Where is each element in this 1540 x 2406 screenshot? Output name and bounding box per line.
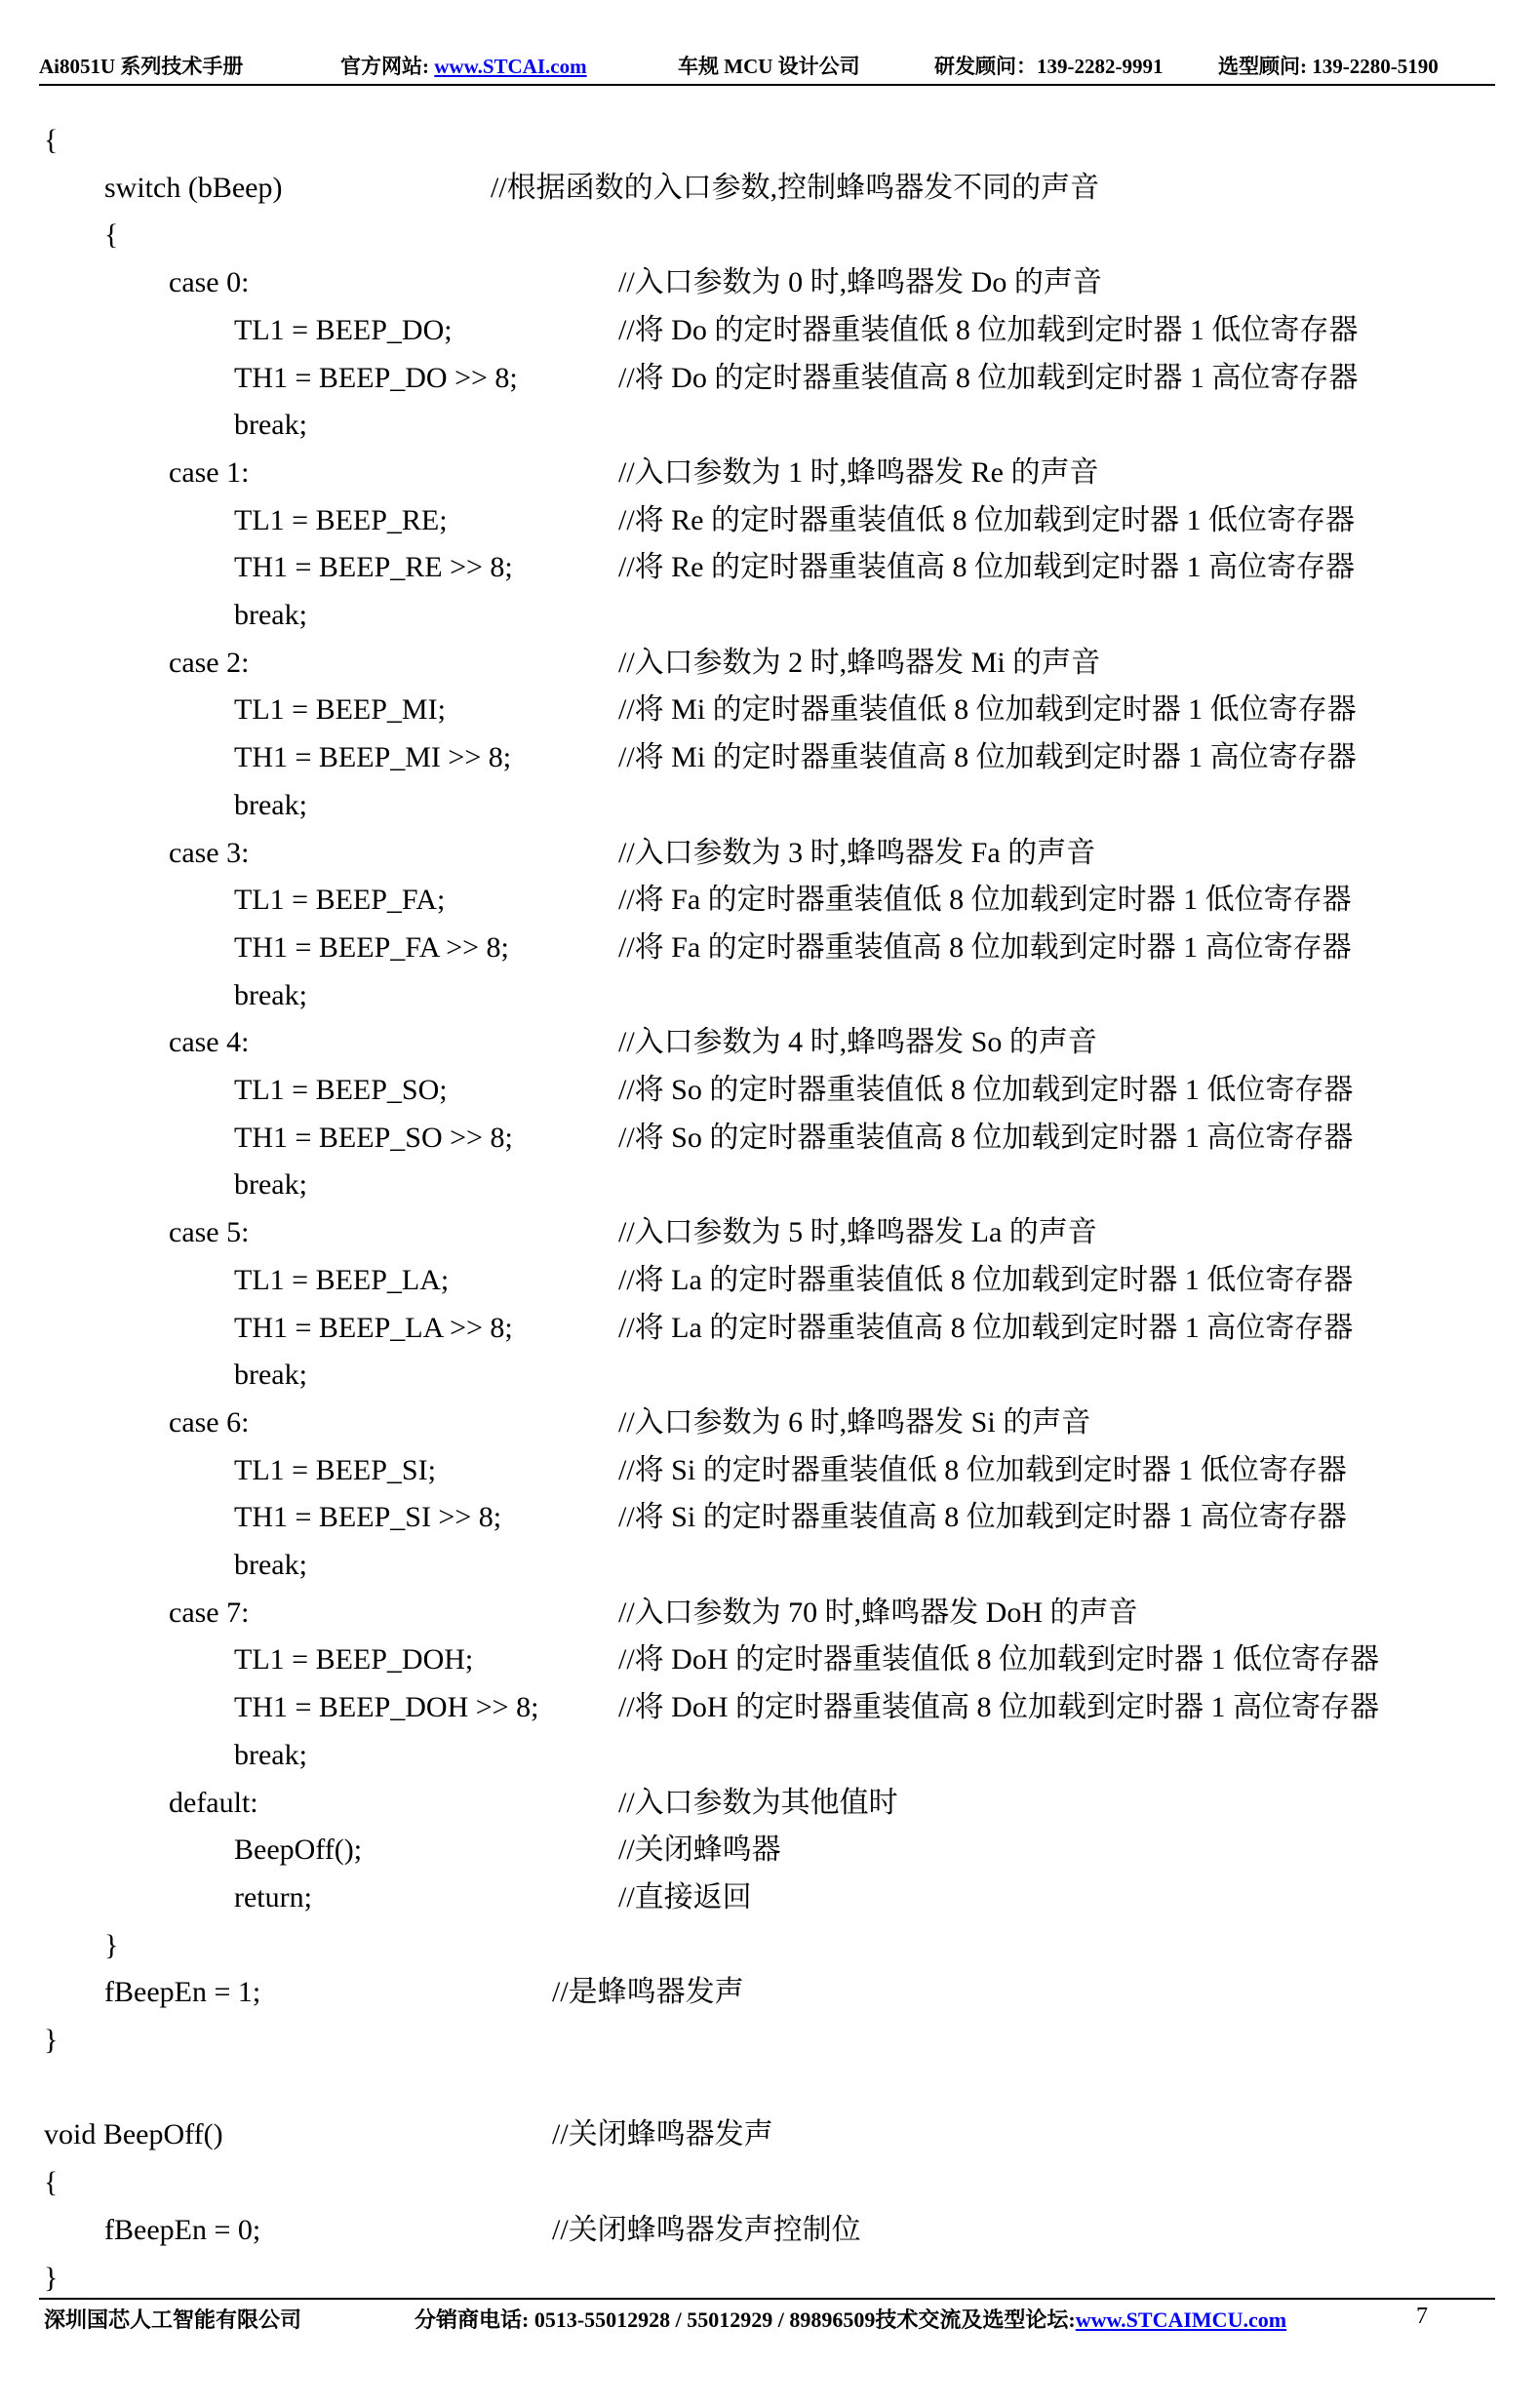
code-line	[0, 1018, 1540, 1066]
code-text: break;	[234, 1549, 307, 1581]
code-line	[0, 1968, 1540, 2016]
code-text: TH1 = BEEP_RE >> 8;	[234, 551, 513, 584]
code-comment: //入口参数为 1 时,蜂鸣器发 Re 的声音	[618, 455, 1099, 489]
code-text: break;	[234, 1168, 307, 1202]
code-line	[0, 116, 1540, 164]
code-comment: //将 Do 的定时器重装值高 8 位加载到定时器 1 高位寄存器	[618, 361, 1359, 394]
code-comment: //直接返回	[618, 1880, 752, 1913]
code-line	[0, 876, 1540, 924]
code-line	[0, 781, 1540, 829]
code-comment: //将 So 的定时器重装值低 8 位加载到定时器 1 低位寄存器	[618, 1074, 1354, 1106]
footer-company: 深圳国芯人工智能有限公司	[44, 2307, 302, 2332]
code-comment: //将 DoH 的定时器重装值高 8 位加载到定时器 1 高位寄存器	[618, 1691, 1379, 1724]
code-comment: //将 Fa 的定时器重装值低 8 位加载到定时器 1 低位寄存器	[618, 884, 1352, 917]
code-text: case 2:	[169, 646, 250, 679]
code-line	[0, 924, 1540, 971]
code-line	[0, 591, 1540, 639]
code-line	[0, 258, 1540, 306]
code-line	[0, 2016, 1540, 2064]
code-line	[0, 2158, 1540, 2206]
footer-contact-text: 分销商电话: 0513-55012928 / 55012929 / 89896509技术交流及选型论坛:	[415, 2307, 1076, 2332]
code-text: TH1 = BEEP_DO >> 8;	[234, 361, 518, 394]
code-line	[0, 639, 1540, 687]
code-text: TL1 = BEEP_SI;	[234, 1453, 436, 1486]
code-text: TH1 = BEEP_LA >> 8;	[234, 1311, 513, 1344]
code-text: TH1 = BEEP_MI >> 8;	[234, 741, 512, 774]
code-text: TH1 = BEEP_SO >> 8;	[234, 1121, 513, 1154]
code-text: {	[104, 218, 119, 252]
code-text: fBeepEn = 0;	[104, 2213, 261, 2246]
page-footer	[0, 2304, 1540, 2339]
code-comment: //将 Re 的定时器重装值高 8 位加载到定时器 1 高位寄存器	[618, 551, 1355, 584]
code-text: TL1 = BEEP_FA;	[234, 884, 446, 917]
code-comment: //入口参数为 5 时,蜂鸣器发 La 的声音	[618, 1216, 1097, 1249]
rd-consultant-phone: 研发顾问：139-2282-9991	[934, 55, 1164, 78]
code-comment: //入口参数为 2 时,蜂鸣器发 Mi 的声音	[618, 646, 1101, 679]
code-text: break;	[234, 1738, 307, 1771]
code-line	[0, 401, 1540, 449]
code-text: TL1 = BEEP_LA;	[234, 1263, 450, 1296]
code-comment: //入口参数为 0 时,蜂鸣器发 Do 的声音	[618, 266, 1102, 299]
code-line	[0, 1731, 1540, 1779]
code-line	[0, 1446, 1540, 1494]
code-comment: //入口参数为 3 时,蜂鸣器发 Fa 的声音	[618, 836, 1096, 869]
code-text: TH1 = BEEP_SI >> 8;	[234, 1501, 502, 1534]
forum-link[interactable]: www.STCAIMCU.com	[1075, 2307, 1287, 2332]
code-comment: //关闭蜂鸣器	[618, 1834, 781, 1867]
code-comment: //将 Si 的定时器重装值低 8 位加载到定时器 1 低位寄存器	[618, 1453, 1347, 1486]
code-comment: //将 Mi 的定时器重装值高 8 位加载到定时器 1 高位寄存器	[618, 741, 1357, 774]
code-line	[0, 543, 1540, 591]
code-text: break;	[234, 599, 307, 631]
code-text: default:	[169, 1786, 258, 1819]
code-comment: //将 Si 的定时器重装值高 8 位加载到定时器 1 高位寄存器	[618, 1501, 1347, 1534]
code-line	[0, 1826, 1540, 1874]
code-line	[0, 2110, 1540, 2158]
code-line	[0, 1921, 1540, 1969]
code-line	[0, 164, 1540, 212]
code-comment: //将 La 的定时器重装值低 8 位加载到定时器 1 低位寄存器	[618, 1263, 1354, 1296]
code-comment: //将 DoH 的定时器重装值低 8 位加载到定时器 1 低位寄存器	[618, 1643, 1379, 1676]
code-line	[0, 211, 1540, 258]
code-comment: //入口参数为 70 时,蜂鸣器发 DoH 的声音	[618, 1596, 1138, 1629]
code-line	[0, 1351, 1540, 1399]
code-line	[0, 306, 1540, 354]
code-text: BeepOff();	[234, 1834, 363, 1867]
code-text: }	[44, 2261, 59, 2294]
code-text: case 5:	[169, 1216, 250, 1249]
code-text: case 6:	[169, 1405, 250, 1439]
code-line	[0, 1589, 1540, 1637]
code-text: break;	[234, 788, 307, 821]
code-line	[0, 354, 1540, 402]
code-text: TH1 = BEEP_FA >> 8;	[234, 930, 509, 964]
official-site-label: 官方网站:	[340, 55, 435, 78]
code-text: case 1:	[169, 455, 250, 489]
footer-contact	[415, 2304, 1286, 2334]
code-line	[0, 449, 1540, 496]
code-comment: //入口参数为 6 时,蜂鸣器发 Si 的声音	[618, 1405, 1091, 1439]
code-line	[0, 1779, 1540, 1827]
company-slogan: 车规 MCU 设计公司	[678, 55, 860, 78]
code-line	[0, 829, 1540, 877]
code-comment: //是蜂鸣器发声	[552, 1976, 744, 2009]
code-text: TH1 = BEEP_DOH >> 8;	[234, 1691, 539, 1724]
code-comment: //关闭蜂鸣器发声控制位	[552, 2213, 861, 2246]
code-comment: //根据函数的入口参数,控制蜂鸣器发不同的声音	[491, 171, 1100, 204]
code-text: case 7:	[169, 1596, 250, 1629]
code-comment: //将 Do 的定时器重装值低 8 位加载到定时器 1 低位寄存器	[618, 313, 1359, 346]
code-text: case 4:	[169, 1026, 250, 1059]
code-comment: //将 So 的定时器重装值高 8 位加载到定时器 1 高位寄存器	[618, 1121, 1354, 1154]
code-line	[0, 1066, 1540, 1114]
selection-consultant-phone: 选型顾问: 139-2280-5190	[1218, 55, 1439, 78]
code-comment: //将 La 的定时器重装值高 8 位加载到定时器 1 高位寄存器	[618, 1311, 1354, 1344]
code-line	[0, 1161, 1540, 1208]
code-line	[0, 1636, 1540, 1683]
code-comment: //将 Re 的定时器重装值低 8 位加载到定时器 1 低位寄存器	[618, 503, 1355, 536]
code-line	[0, 1874, 1540, 1921]
code-line	[0, 1493, 1540, 1541]
code-line	[0, 1683, 1540, 1731]
code-text: case 3:	[169, 836, 250, 869]
code-text: TL1 = BEEP_RE;	[234, 503, 448, 536]
code-line	[0, 1208, 1540, 1256]
code-text: }	[104, 1928, 119, 1961]
code-text: case 0:	[169, 266, 250, 299]
page-number: 7	[1416, 2304, 1428, 2329]
code-text: void BeepOff()	[44, 2118, 223, 2151]
code-line	[0, 2206, 1540, 2254]
code-comment: //将 Fa 的定时器重装值高 8 位加载到定时器 1 高位寄存器	[618, 930, 1352, 964]
code-line	[0, 971, 1540, 1019]
code-text: {	[44, 2166, 59, 2199]
code-text: TL1 = BEEP_DOH;	[234, 1643, 474, 1676]
code-text: TL1 = BEEP_MI;	[234, 693, 446, 727]
code-text: }	[44, 2024, 59, 2056]
code-text: break;	[234, 1359, 307, 1392]
code-line	[0, 733, 1540, 781]
footer-divider	[39, 2298, 1495, 2300]
code-line	[0, 1256, 1540, 1304]
code-comment: //将 Mi 的定时器重装值低 8 位加载到定时器 1 低位寄存器	[618, 693, 1357, 727]
code-line	[0, 1304, 1540, 1352]
code-line	[0, 1541, 1540, 1589]
code-text: switch (bBeep)	[104, 171, 283, 204]
code-line	[0, 686, 1540, 733]
code-line	[0, 2064, 1540, 2111]
manual-title: Ai8051U 系列技术手册	[39, 55, 244, 78]
code-text: TL1 = BEEP_DO;	[234, 313, 453, 346]
code-comment: //关闭蜂鸣器发声	[552, 2118, 773, 2151]
code-line	[0, 2254, 1540, 2302]
code-line	[0, 1114, 1540, 1162]
official-site-link[interactable]: www.STCAI.com	[434, 55, 587, 78]
code-text: fBeepEn = 1;	[104, 1976, 261, 2009]
code-text: break;	[234, 409, 307, 442]
code-text: {	[44, 124, 59, 156]
code-text: TL1 = BEEP_SO;	[234, 1074, 448, 1106]
code-text: break;	[234, 978, 307, 1011]
code-line	[0, 1399, 1540, 1446]
code-comment: //入口参数为其他值时	[618, 1786, 898, 1819]
code-comment: //入口参数为 4 时,蜂鸣器发 So 的声音	[618, 1026, 1097, 1059]
code-text: return;	[234, 1880, 312, 1913]
code-line	[0, 496, 1540, 544]
